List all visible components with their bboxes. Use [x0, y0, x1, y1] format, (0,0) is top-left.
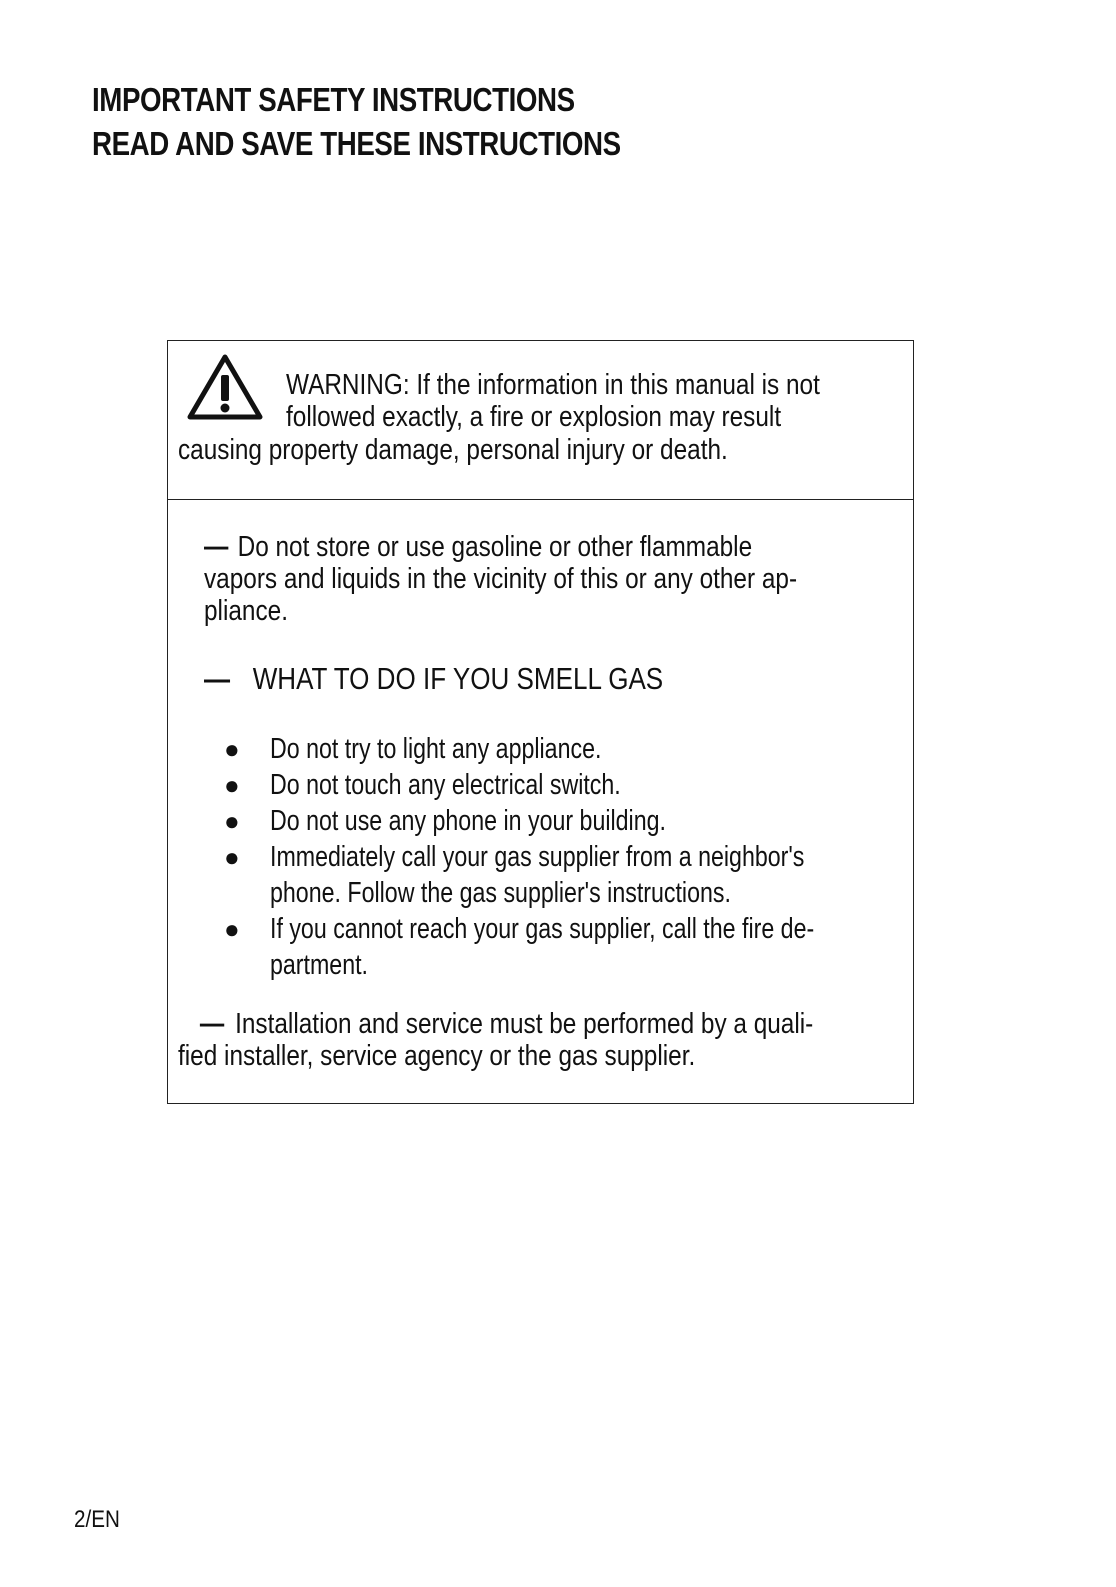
installation-line-2: fied installer, service agency or the gas supplier. — [178, 1040, 696, 1072]
installation-instruction — [178, 1008, 813, 1072]
list-item-text: Immediately call your gas supplier from a neighbor's — [270, 841, 805, 873]
page-heading — [92, 78, 621, 166]
list-item-text: Do not touch any electrical switch. — [270, 769, 621, 801]
heading-line-1: IMPORTANT SAFETY INSTRUCTIONS — [92, 81, 575, 118]
bullet-icon: ● — [224, 734, 240, 764]
list-item-text-continued: partment. — [270, 949, 368, 981]
dash-marker: — — [204, 661, 231, 696]
bullet-icon: ● — [224, 914, 240, 944]
smell-gas-heading — [204, 661, 663, 697]
bullet-icon: ● — [224, 842, 240, 872]
flammable-line-2: vapors and liquids in the vicinity of this or any other ap- — [204, 563, 798, 595]
flammable-line-1: Do not store or use gasoline or other flammable — [237, 531, 753, 563]
warning-text-line-1: WARNING: If the information in this manual is not — [286, 369, 820, 401]
warning-text-line-3: causing property damage, personal injury or death. — [178, 434, 728, 466]
safety-warning-box — [167, 340, 914, 1104]
list-item-text: Do not try to light any appliance. — [270, 733, 602, 765]
warning-text-line-2: followed exactly, a fire or explosion may result — [286, 401, 782, 433]
installation-line-1: Installation and service must be performed by a quali- — [235, 1008, 814, 1040]
list-item-text: Do not use any phone in your building. — [270, 805, 666, 837]
warning-triangle-icon — [186, 353, 264, 421]
dash-marker: — — [204, 531, 229, 563]
heading-line-2: READ AND SAVE THESE INSTRUCTIONS — [92, 125, 621, 162]
list-item-text: If you cannot reach your gas supplier, call the fire de- — [270, 913, 815, 945]
warning-section — [168, 341, 913, 500]
flammable-line-3: pliance. — [204, 595, 288, 627]
page-number: 2/EN — [74, 1506, 120, 1533]
dash-marker: — — [199, 1008, 225, 1040]
bullet-icon: ● — [224, 806, 240, 836]
smell-gas-heading-text: WHAT TO DO IF YOU SMELL GAS — [252, 661, 664, 696]
bullet-icon: ● — [224, 770, 240, 800]
list-item-text-continued: phone. Follow the gas supplier's instructions. — [270, 877, 731, 909]
flammable-instruction — [204, 531, 797, 627]
